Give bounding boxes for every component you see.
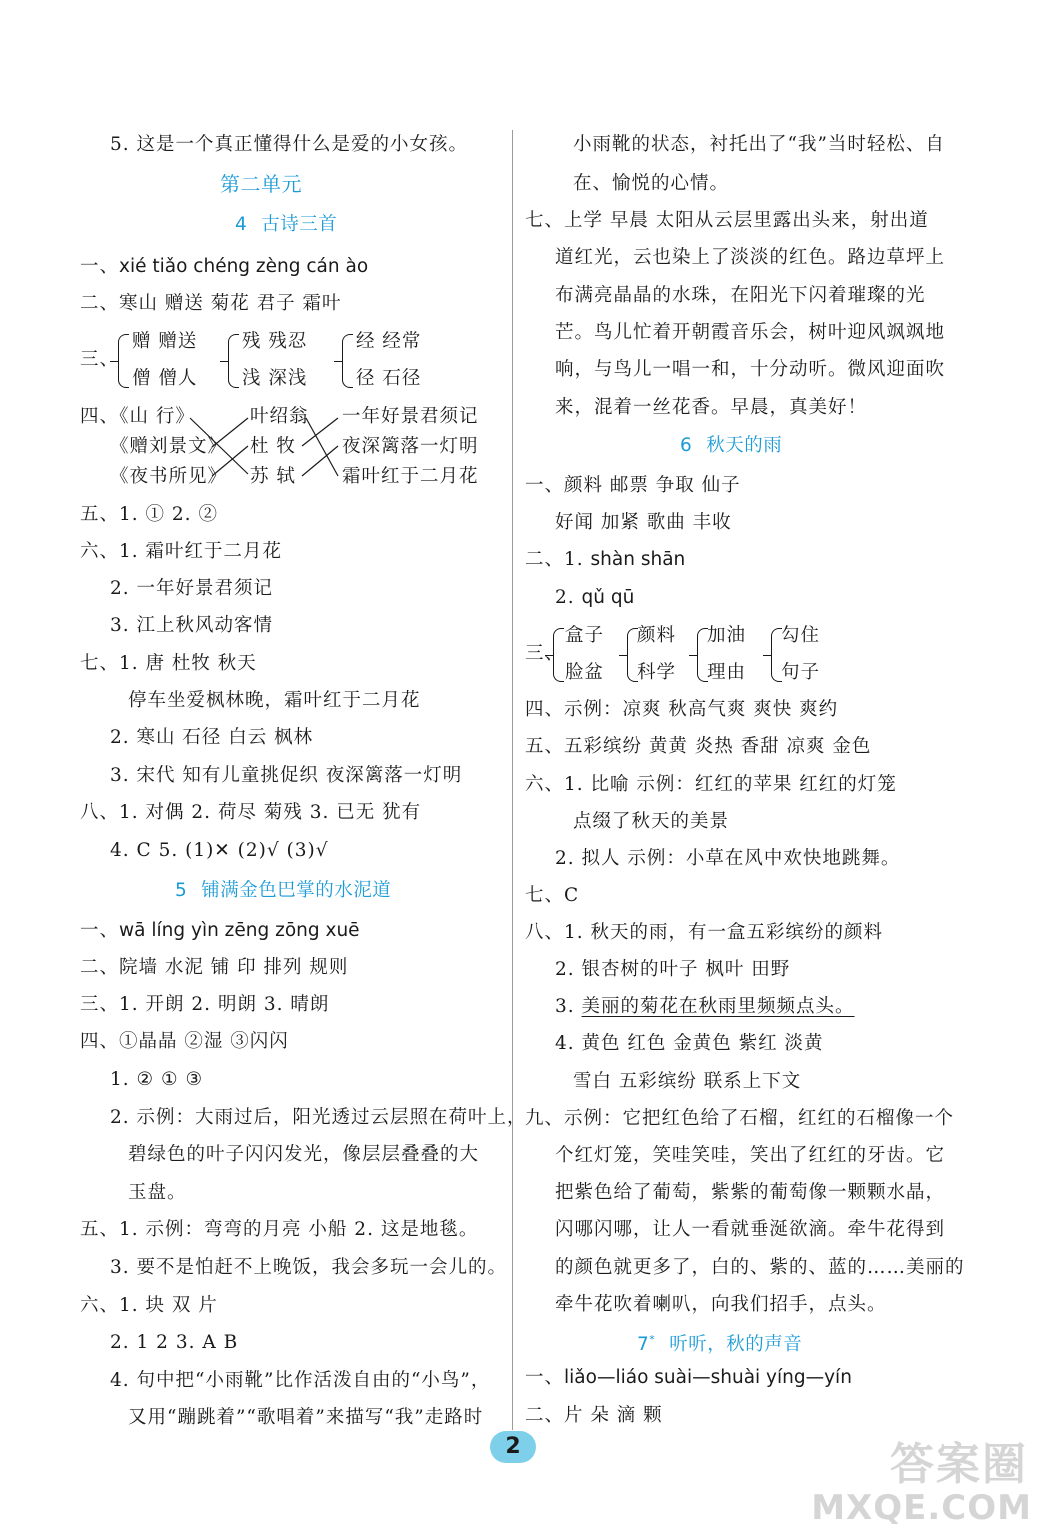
word-pair: 颜料 bbox=[637, 625, 677, 646]
answer-line: 八、1. 对偶 2. 荷尽 菊残 3. 已无 犹有 bbox=[80, 802, 422, 823]
word-pair: 僧 僧人 bbox=[132, 368, 198, 389]
answer-line: 三、1. 开朗 2. 明朗 3. 晴朗 bbox=[80, 994, 330, 1015]
optional-lesson-mark: * bbox=[649, 1333, 656, 1346]
answer-line: 七、C bbox=[525, 885, 580, 906]
answer-line: 芒。鸟儿忙着开朝霞音乐会，树叶迎风飒飒地 bbox=[555, 322, 946, 343]
pinyin-answer: wā líng yìn zēng zōng xuē bbox=[119, 920, 360, 941]
word-pair: 理由 bbox=[707, 662, 747, 683]
answer-line: 二、寒山 赠送 菊花 君子 霜叶 bbox=[80, 293, 342, 314]
answer-line: 五、五彩缤纷 黄黄 炎热 香甜 凉爽 金色 bbox=[525, 736, 872, 757]
question-label: 四、 bbox=[80, 406, 120, 427]
answer-line: 在、愉悦的心情。 bbox=[573, 173, 730, 194]
answer-line: 1. ② ① ③ bbox=[110, 1069, 204, 1090]
pinyin-answer: qǔ qū bbox=[581, 587, 635, 608]
answer-line: 碧绿色的叶子闪闪发光，像层层叠叠的大 bbox=[128, 1144, 480, 1165]
answer-line: 好闻 加紧 歌曲 丰收 bbox=[555, 512, 732, 533]
answer-line: 七、1. 唐 杜牧 秋天 bbox=[80, 653, 257, 674]
answer-line: 小雨靴的状态，衬托出了“我”当时轻松、自 bbox=[573, 134, 945, 155]
answer-line: 2. 银杏树的叶子 枫叶 田野 bbox=[555, 959, 791, 980]
matching-lines bbox=[80, 0, 500, 500]
answer-line: 四、示例：凉爽 秋高气爽 爽快 爽约 bbox=[525, 699, 839, 720]
underlined-sentence: 美丽的菊花在秋雨里频频点头。 bbox=[581, 996, 855, 1017]
word-pair: 科学 bbox=[637, 662, 677, 683]
watermark-text: 答案圈 bbox=[890, 1439, 1028, 1490]
lesson-number: 5 bbox=[175, 880, 188, 901]
answer-line: 一、xié tiǎo chéng zèng cán ào bbox=[80, 256, 369, 277]
poem-line: 霜叶红于二月花 bbox=[342, 466, 479, 487]
answer-line: 一、颜料 邮票 争取 仙子 bbox=[525, 475, 741, 496]
lesson-title: 秋天的雨 bbox=[706, 435, 783, 456]
poem-title: 《赠刘景文》 bbox=[110, 436, 228, 457]
poem-title: 《夜书所见》 bbox=[110, 466, 228, 487]
word-pair: 浅 深浅 bbox=[242, 368, 308, 389]
answer-line: 点缀了秋天的美景 bbox=[573, 811, 730, 832]
answer-line: 3. 要不是怕赶不上晚饭，我会多玩一会儿的。 bbox=[110, 1257, 508, 1278]
answer-line: 又用“蹦跳着”“歌唱着”来描写“我”走路时 bbox=[128, 1407, 484, 1428]
word-pair: 经 经常 bbox=[356, 331, 422, 352]
answer-line: 五、1. 示例：弯弯的月亮 小船 2. 这是地毯。 bbox=[80, 1219, 479, 1240]
lesson-title: 听听，秋的声音 bbox=[669, 1334, 803, 1356]
answer-line: 响，与鸟儿一唱一和，十分动听。微风迎面吹 bbox=[555, 359, 946, 380]
lesson-title: 铺满金色巴掌的水泥道 bbox=[201, 880, 392, 901]
answer-line: 4. C 5. (1)✕ (2)√ (3)√ bbox=[110, 840, 329, 861]
poem-title: 《山 行》 bbox=[110, 406, 195, 427]
lesson-6-heading bbox=[680, 434, 782, 458]
answer-line: 3. 宋代 知有儿童挑促织 夜深篱落一灯明 bbox=[110, 765, 463, 786]
answer-line: 二、片 朵 滴 颗 bbox=[525, 1405, 663, 1426]
answer-line: 六、1. 块 双 片 bbox=[80, 1295, 218, 1316]
answer-line: 2. 示例：大雨过后，阳光透过云层照在荷叶上， bbox=[110, 1107, 527, 1128]
answer-line: 雪白 五彩缤纷 联系上下文 bbox=[573, 1071, 802, 1092]
answer-line: 八、1. 秋天的雨，有一盒五彩缤纷的颜料 bbox=[525, 922, 884, 943]
word-pair: 加油 bbox=[707, 625, 747, 646]
lesson-number: 4 bbox=[235, 214, 248, 235]
answer-line: 2. 拟人 示例：小草在风中欢快地跳舞。 bbox=[555, 848, 901, 869]
watermark-logo bbox=[811, 1424, 1038, 1534]
pinyin-answer: liǎo—liáo suài—shuài yíng—yín bbox=[564, 1367, 852, 1388]
answer-line: 五、1. ① 2. ② bbox=[80, 504, 218, 525]
answer-line: 二、1. shàn shān bbox=[525, 549, 686, 570]
lesson-7-heading bbox=[637, 1328, 802, 1357]
answer-line: 个红灯笼，笑哇笑哇，笑出了红红的牙齿。它 bbox=[555, 1145, 946, 1166]
answer-line: 来，混着一丝花香。早晨，真美好！ bbox=[555, 397, 868, 418]
brace bbox=[553, 628, 564, 682]
answer-line: 二、院墙 水泥 铺 印 排列 规则 bbox=[80, 957, 349, 978]
answer-line: 一、wā líng yìn zēng zōng xuē bbox=[80, 920, 360, 941]
poet-name: 叶绍翁 bbox=[250, 406, 309, 427]
answer-line: 3. 美丽的菊花在秋雨里频频点头。 bbox=[555, 996, 855, 1017]
answer-line: 一、liǎo—liáo suài—shuài yíng—yín bbox=[525, 1367, 852, 1388]
pinyin-answer: shàn shān bbox=[590, 549, 686, 570]
question-label: 三、 bbox=[80, 349, 120, 370]
unit-title: 第二单元 bbox=[220, 172, 302, 196]
column-divider bbox=[512, 130, 513, 1430]
answer-line: 闪哪闪哪，让人一看就垂涎欲滴。牵牛花得到 bbox=[555, 1219, 946, 1240]
word-pair: 句子 bbox=[781, 662, 821, 683]
answer-line: 2. 1 2 3. A B bbox=[110, 1332, 239, 1353]
poet-name: 杜 牧 bbox=[250, 436, 296, 457]
lesson-5-heading bbox=[175, 879, 391, 903]
answer-line: 四、①晶晶 ②湿 ③闪闪 bbox=[80, 1031, 289, 1052]
answer-line: 布满亮晶晶的水珠，在阳光下闪着璀璨的光 bbox=[555, 285, 926, 306]
answer-line: 牵牛花吹着喇叭，向我们招手，点头。 bbox=[555, 1294, 887, 1315]
lesson-number: 6 bbox=[680, 435, 693, 456]
answer-line: 六、1. 比喻 示例：红红的苹果 红红的灯笼 bbox=[525, 774, 897, 795]
answer-line: 3. 江上秋风动客情 bbox=[110, 615, 274, 636]
answer-line: 道红光，云也染上了淡淡的红色。路边草坪上 bbox=[555, 247, 946, 268]
poem-line: 一年好景君须记 bbox=[342, 406, 479, 427]
word-pair: 勾住 bbox=[781, 625, 821, 646]
answer-line: 玉盘。 bbox=[128, 1182, 187, 1203]
answer-line: 的颜色就更多了，白的、紫的、蓝的……美丽的 bbox=[555, 1257, 965, 1278]
answer-line: 2. qǔ qū bbox=[555, 587, 635, 608]
answer-line: 4. 黄色 红色 金黄色 紫红 淡黄 bbox=[555, 1033, 824, 1054]
lesson-number: 7 bbox=[637, 1334, 650, 1356]
word-pair: 盒子 bbox=[565, 625, 605, 646]
word-pair: 脸盆 bbox=[565, 662, 605, 683]
lesson-title: 古诗三首 bbox=[261, 214, 338, 235]
word-pair: 残 残忍 bbox=[242, 331, 308, 352]
page-number-badge: 2 bbox=[490, 1431, 536, 1463]
answer-line: 2. 一年好景君须记 bbox=[110, 578, 274, 599]
answer-line: 停车坐爱枫林晚，霜叶红于二月花 bbox=[128, 690, 421, 711]
answer-line: 2. 寒山 石径 白云 枫林 bbox=[110, 727, 314, 748]
answer-line: 5. 这是一个真正懂得什么是爱的小女孩。 bbox=[110, 134, 469, 155]
answer-line: 七、上学 早晨 太阳从云层里露出头来，射出道 bbox=[525, 210, 929, 231]
question-label: 三、 bbox=[525, 643, 565, 664]
poet-name: 苏 轼 bbox=[250, 466, 296, 487]
word-pair: 径 石径 bbox=[356, 368, 422, 389]
pinyin-answer: xié tiǎo chéng zèng cán ào bbox=[119, 256, 369, 277]
answer-line: 九、示例：它把红色给了石榴，红红的石榴像一个 bbox=[525, 1108, 955, 1129]
watermark-url: MXQE.COM bbox=[811, 1488, 1032, 1528]
answer-line: 把紫色给了葡萄，紫紫的葡萄像一颗颗水晶， bbox=[555, 1182, 946, 1203]
word-pair: 赠 赠送 bbox=[132, 331, 198, 352]
answer-line: 4. 句中把“小雨靴”比作活泼自由的“小鸟”， bbox=[110, 1370, 491, 1391]
poem-line: 夜深篱落一灯明 bbox=[342, 436, 479, 457]
answer-line: 六、1. 霜叶红于二月花 bbox=[80, 541, 283, 562]
